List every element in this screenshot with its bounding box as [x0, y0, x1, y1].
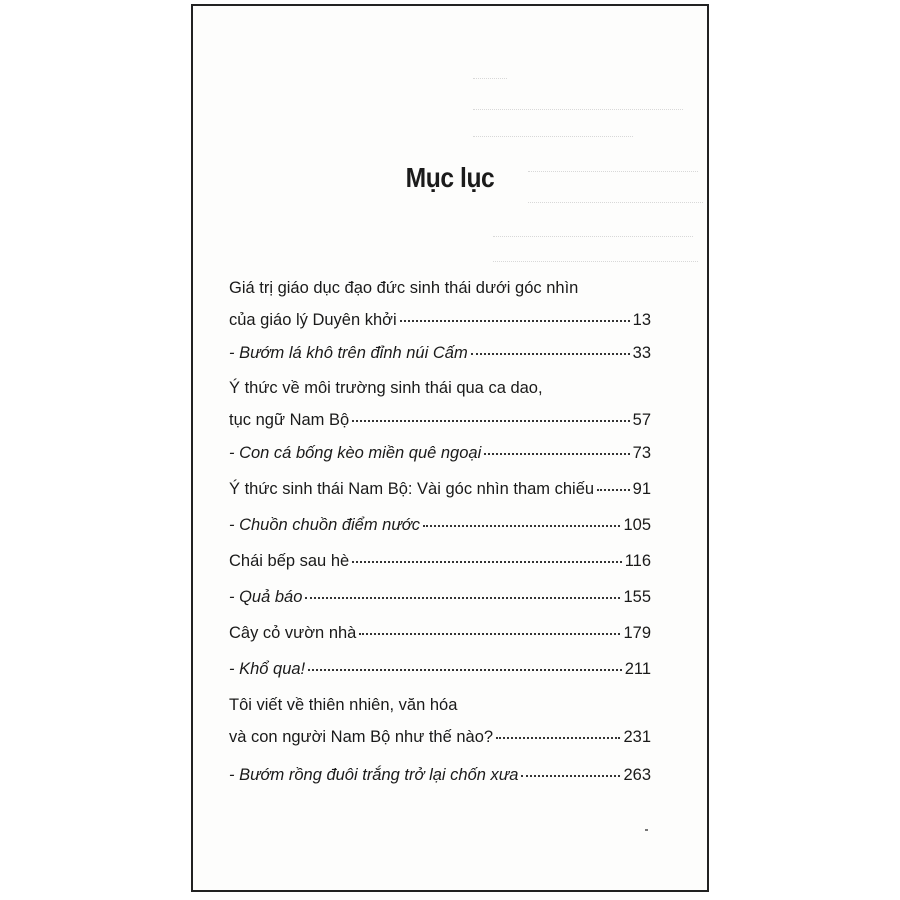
toc-entry-title-line: Tôi viết về thiên nhiên, văn hóa	[229, 696, 458, 714]
toc-title: Mục lục	[405, 162, 495, 193]
dot-leader	[521, 775, 620, 777]
dot-leader	[305, 597, 620, 599]
toc-entry[interactable]	[229, 515, 651, 535]
dot-leader	[352, 561, 622, 563]
toc-page-number: 57	[632, 411, 651, 429]
toc-page-number: 263	[623, 766, 651, 784]
dot-leader	[597, 489, 630, 491]
toc-entry-title-line: - Khổ qua!	[229, 660, 306, 678]
dot-leader	[359, 633, 620, 635]
toc-entry-title-line: tục ngữ Nam Bộ	[229, 411, 350, 429]
toc-entry-title-line: của giáo lý Duyên khởi	[229, 311, 397, 329]
toc-page-number: 211	[624, 660, 651, 678]
dot-leader	[400, 320, 630, 322]
toc-entry-title-line: - Bướm lá khô trên đỉnh núi Cấm	[229, 344, 468, 362]
toc-page-number: 73	[632, 444, 651, 462]
dot-leader	[471, 353, 630, 355]
toc-entry[interactable]	[229, 765, 651, 785]
toc-entry-title-line: Ý thức sinh thái Nam Bộ: Vài góc nhìn tham chiếu	[229, 480, 595, 498]
toc-page-number: 33	[632, 344, 651, 362]
toc-entry-title-line: Ý thức về môi trường sinh thái qua ca dao,	[229, 379, 543, 397]
dot-leader	[423, 525, 620, 527]
toc-entry[interactable]	[229, 343, 651, 363]
toc-entry-title-line: Giá trị giáo dục đạo đức sinh thái dưới góc nhìn	[229, 279, 579, 297]
toc-entry-title-line: - Quả báo	[229, 588, 303, 606]
dot-leader	[308, 669, 622, 671]
toc-entry-title-line: Cây cỏ vườn nhà	[229, 624, 357, 642]
toc-page-number: 179	[623, 624, 651, 642]
toc-entry[interactable]	[229, 479, 651, 499]
print-speck	[645, 829, 648, 831]
toc-page-number: 13	[632, 311, 651, 329]
toc-entry[interactable]	[229, 378, 651, 430]
toc-page-number: 231	[623, 728, 651, 746]
table-of-contents	[229, 6, 651, 890]
toc-entry-title-line: - Con cá bống kèo miền quê ngoại	[229, 444, 482, 462]
toc-entry[interactable]	[229, 278, 651, 330]
dot-leader	[352, 420, 629, 422]
toc-entry[interactable]	[229, 695, 651, 747]
toc-entry-title-line: và con người Nam Bộ như thế nào?	[229, 728, 494, 746]
toc-page-number: 105	[623, 516, 651, 534]
toc-entry-title-line: - Chuồn chuồn điểm nước	[229, 516, 421, 534]
toc-entry-title-line: - Bướm rồng đuôi trắng trở lại chốn xưa	[229, 766, 519, 784]
dot-leader	[484, 453, 629, 455]
toc-entry[interactable]	[229, 443, 651, 463]
book-page	[191, 4, 709, 892]
toc-entry[interactable]	[229, 551, 651, 571]
toc-entry[interactable]	[229, 659, 651, 679]
toc-page-number: 116	[624, 552, 651, 570]
toc-entry-title-line: Chái bếp sau hè	[229, 552, 350, 570]
toc-page-number: 155	[623, 588, 651, 606]
toc-entry[interactable]	[229, 587, 651, 607]
dot-leader	[496, 737, 620, 739]
toc-page-number: 91	[632, 480, 651, 498]
toc-entry[interactable]	[229, 623, 651, 643]
